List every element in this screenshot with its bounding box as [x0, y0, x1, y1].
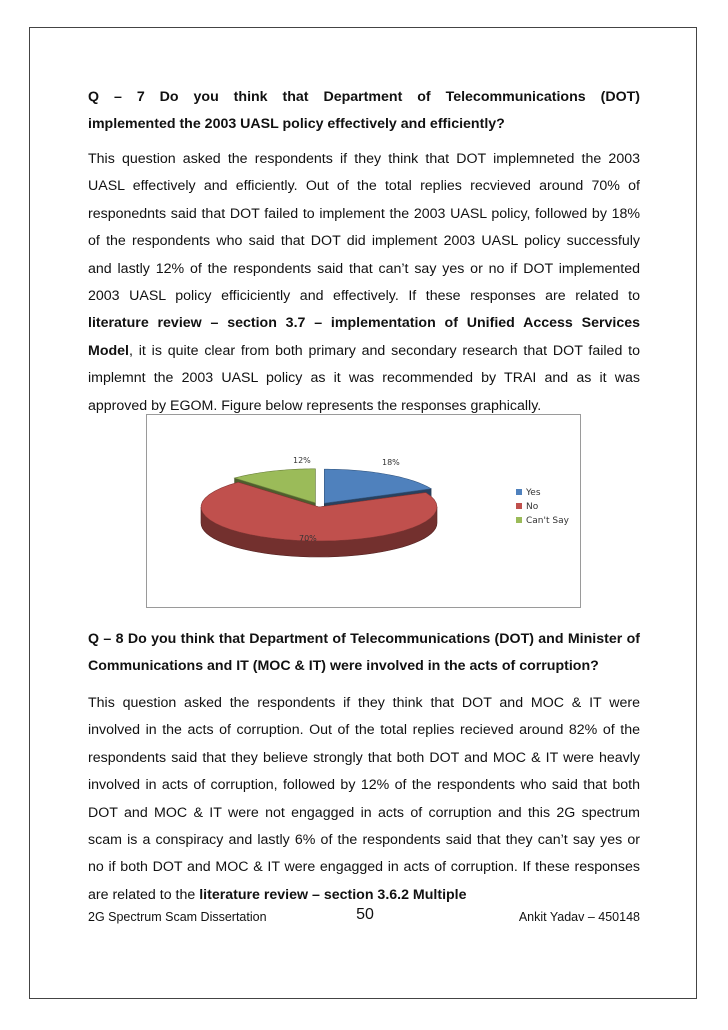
pie-data-label-0: 18% — [382, 458, 400, 467]
legend-label-2: Can't Say — [526, 516, 569, 526]
q7-body-text-1: This question asked the respondents if they think that DOT implemneted the 2003 UASL effectively and efficiently. Out of the total replies recvieved around 70% of responednts said that DOT failed to implement the 2003 UASL policy, followed by 18% of the respondents who said that DOT did implement 2003 UASL policy successfuly and lastly 12% of the respondents said that can’t say yes or no if DOT implemented 2003 UASL policy efficiciently and effectively. If these responses are related to — [88, 151, 640, 305]
q7-heading-line2: implemented the 2003 UASL policy effectively and efficiently? — [88, 116, 505, 132]
legend-label-0: Yes — [526, 488, 541, 498]
legend-label-1: No — [526, 502, 539, 512]
q7-body-text-2: , it is quite clear from both primary and secondary research that DOT failed to implemnt the 2003 UASL policy as it was recommended by TRAI and as it was approved by EGOM. Figure below represents the responses graphically. — [88, 342, 640, 414]
legend-swatch-0 — [516, 489, 522, 495]
legend-swatch-1 — [516, 503, 522, 509]
pie-chart — [147, 415, 580, 607]
pie-data-label-2: 12% — [293, 456, 311, 465]
pie-chart-frame — [146, 414, 581, 608]
q8-body-paragraph — [88, 690, 640, 909]
pie-data-label-1: 70% — [299, 534, 317, 543]
q8-body-text: This question asked the respondents if they think that DOT and MOC & IT were involved in the acts of corruption. Out of the total replies recieved around 82% of the respondents said that they believe strongly that both DOT and MOC & IT were heavly involved in acts of corruption, followed by 12% of the respondents who said that both DOT and MOC & IT were not engagged in acts of corruption and this 2G spectrum scam is a conspiracy and lastly 6% of the respondents said that they can’t say yes or no if both DOT and MOC & IT were engagged in acts of corruption. If these responses are related to the — [88, 695, 640, 903]
q8-body-bold-reference: literature review – section 3.6.2 Multiple — [199, 886, 467, 903]
q7-body-paragraph — [88, 146, 640, 420]
footer-page-number: 50 — [356, 906, 374, 923]
q8-heading: Q – 8 Do you think that Department of Telecommunications (DOT) and Minister of Communications and IT (MOC & IT) were involved in the acts of corruption? — [88, 631, 640, 674]
legend-swatch-2 — [516, 517, 522, 523]
footer-author: Ankit Yadav – 450148 — [518, 910, 640, 924]
footer-document-title: 2G Spectrum Scam Dissertation — [88, 910, 267, 924]
q7-body-bold-reference: literature review – section 3.7 – implementation of Unified Access Services Model — [88, 315, 640, 359]
q7-heading-line1: Q – 7 Do you think that Department of Telecommunications (DOT) — [88, 89, 640, 105]
